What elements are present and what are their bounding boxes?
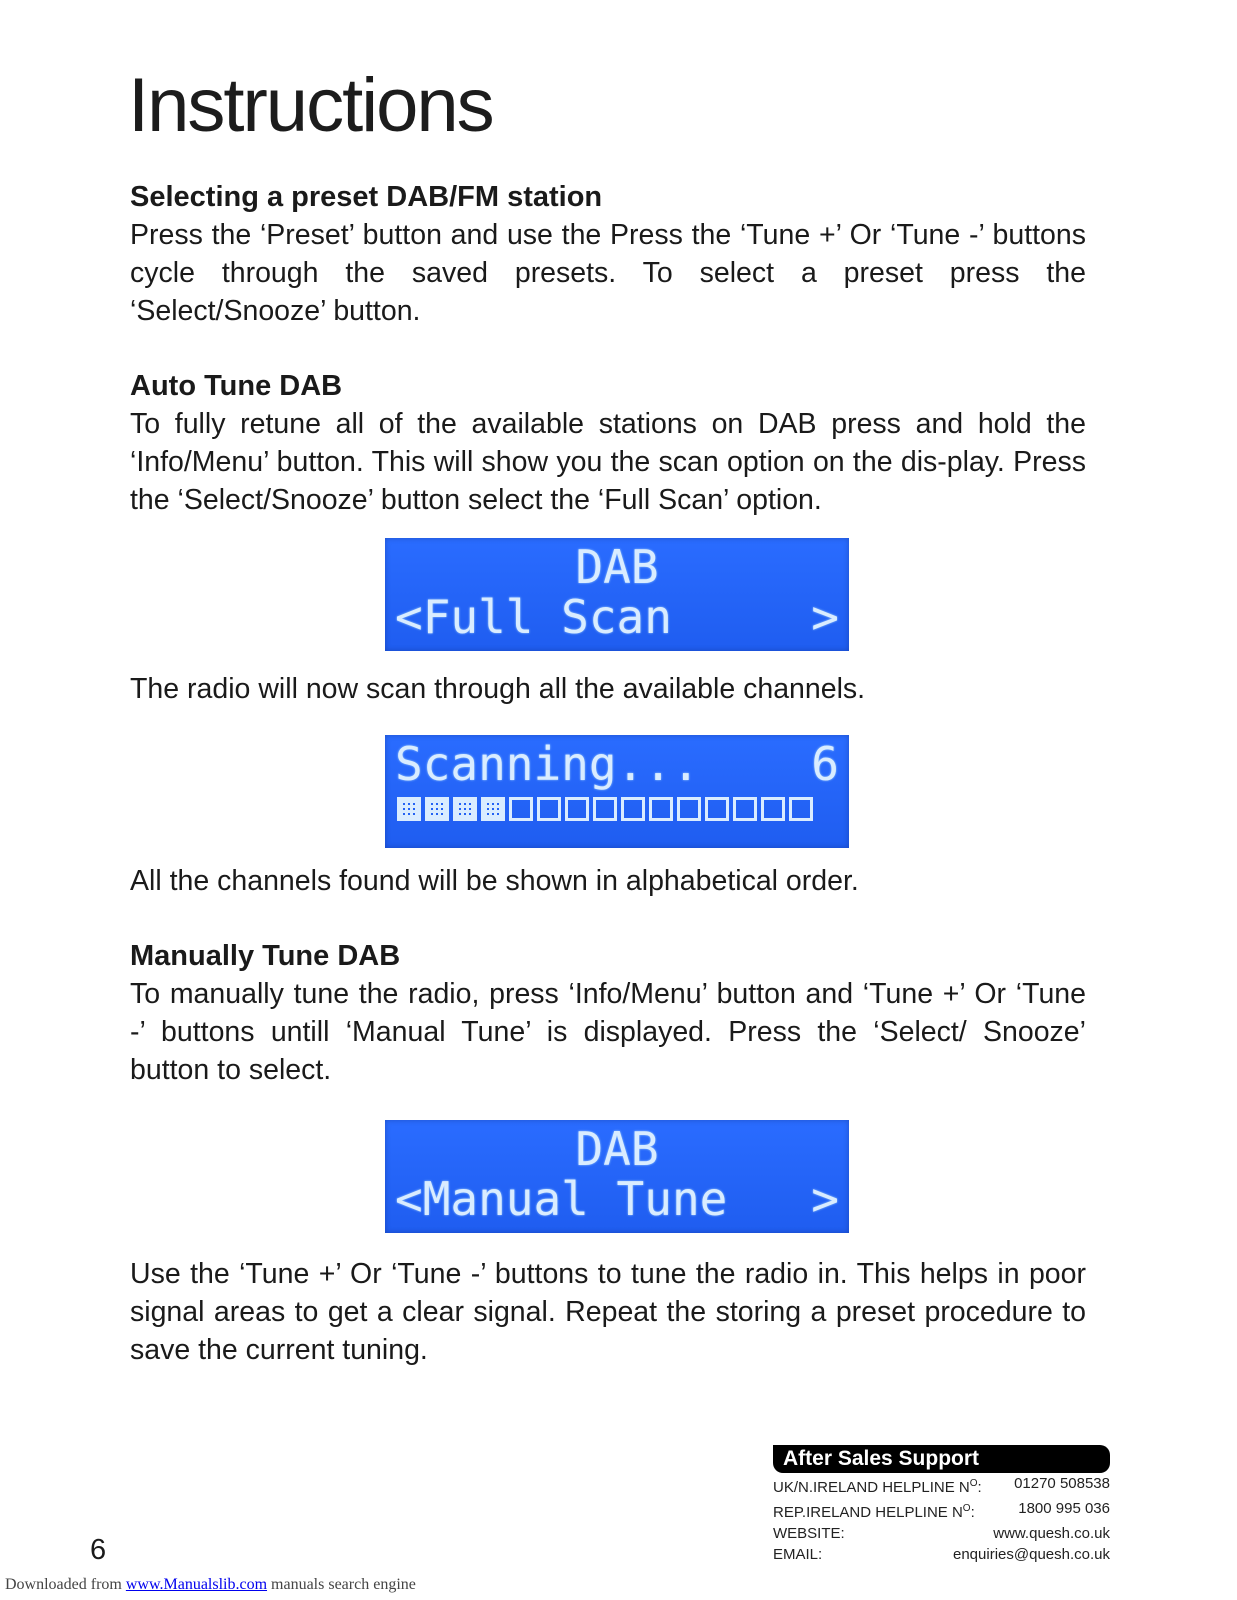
- progress-block-empty: [565, 797, 589, 821]
- support-ie-helpline: REP.IRELAND HELPLINE $N^O$: 1800 995 036: [773, 1500, 1110, 1521]
- support-label: REP.IRELAND HELPLINE N: [773, 1504, 963, 1521]
- section-body: To manually tune the radio, press ‘Info/Menu’ button and ‘Tune +’ Or ‘Tune -’ buttons untill ‘Manual Tune’ is displayed. Press the ‘Select/ Snooze’ button to select.: [130, 978, 1086, 1086]
- support-value: enquiries@quesh.co.uk: [953, 1546, 1110, 1563]
- section-heading: Auto Tune DAB: [130, 370, 343, 402]
- progress-block-filled: [453, 797, 477, 821]
- progress-block-filled: [481, 797, 505, 821]
- lcd-scanning: [385, 735, 849, 848]
- support-label: EMAIL:: [773, 1546, 823, 1563]
- lcd-count: 6: [811, 737, 839, 791]
- after-sales-support: [773, 1445, 1110, 1565]
- final-note: Use the ‘Tune +’ Or ‘Tune -’ buttons to tune the radio in. This helps in poor signal areas to get a clear signal. Repeat the storing a preset procedure to save the current tuning.: [130, 1258, 1086, 1366]
- support-value: 01270 508538: [1014, 1475, 1110, 1492]
- lcd-text: Scanning...: [395, 737, 700, 791]
- final-note-block: [130, 1255, 1086, 1369]
- progress-block-empty: [677, 797, 701, 821]
- progress-block-empty: [509, 797, 533, 821]
- lcd-manual-tune: [385, 1120, 849, 1233]
- page-title: Instructions: [128, 63, 493, 148]
- progress-block-empty: [593, 797, 617, 821]
- support-value: 1800 995 036: [1018, 1500, 1110, 1517]
- lcd-line: [395, 592, 839, 642]
- lcd-line: DAB: [575, 1122, 659, 1176]
- support-uk-helpline: UK/N.IRELAND HELPLINE $N^O$: 01270 508538: [773, 1475, 1110, 1496]
- progress-block-empty: [705, 797, 729, 821]
- scan-progress-bar: [397, 797, 813, 821]
- footer-suffix: manuals search engine: [267, 1576, 416, 1593]
- progress-block-empty: [789, 797, 813, 821]
- progress-block-empty: [761, 797, 785, 821]
- scan-note: The radio will now scan through all the available channels.: [130, 673, 866, 705]
- lcd-line: DAB: [575, 540, 659, 594]
- lcd-arrow-right: >: [811, 590, 839, 644]
- lcd-text: <Manual Tune: [395, 1172, 728, 1226]
- footer-prefix: Downloaded from: [5, 1576, 126, 1593]
- support-label: WEBSITE:: [773, 1525, 845, 1542]
- support-value: www.quesh.co.uk: [993, 1525, 1110, 1542]
- progress-block-filled: [425, 797, 449, 821]
- section-auto-tune: [130, 367, 1086, 519]
- lcd-arrow-right: >: [811, 1172, 839, 1226]
- progress-block-empty: [733, 797, 757, 821]
- section-manual-tune: [130, 937, 1086, 1089]
- section-heading: Selecting a preset DAB/FM station: [130, 181, 603, 213]
- section-body: Press the ‘Preset’ button and use the Press the ‘Tune +’ Or ‘Tune -’ buttons cycle through the saved presets. To select a preset press the ‘Select/Snooze’ button.: [130, 219, 1086, 327]
- lcd-line: [395, 1174, 839, 1224]
- support-website: [773, 1523, 1110, 1544]
- section-preset: [130, 178, 1086, 330]
- page-number: 6: [90, 1534, 107, 1566]
- support-label: UK/N.IRELAND HELPLINE N: [773, 1479, 970, 1496]
- support-heading: After Sales Support: [773, 1445, 1110, 1473]
- progress-block-filled: [397, 797, 421, 821]
- footer-download-note: [5, 1576, 416, 1594]
- lcd-text: <Full Scan: [395, 590, 672, 644]
- progress-block-empty: [621, 797, 645, 821]
- alphabetical-note: All the channels found will be shown in alphabetical order.: [130, 865, 859, 897]
- lcd-full-scan: [385, 538, 849, 651]
- section-body: To fully retune all of the available stations on DAB press and hold the ‘Info/Menu’ button. This will show you the scan option on the dis-play. Press the ‘Select/Snooze’ button select the ‘Full Scan’ option.: [130, 408, 1086, 516]
- progress-block-empty: [649, 797, 673, 821]
- support-sup: O: [969, 1478, 978, 1489]
- support-sup: O: [962, 1503, 971, 1514]
- progress-block-empty: [537, 797, 561, 821]
- support-email: [773, 1544, 1110, 1565]
- manualslib-link[interactable]: www.Manualslib.com: [125, 1576, 268, 1593]
- lcd-line: [395, 739, 839, 789]
- section-heading: Manually Tune DAB: [130, 940, 401, 972]
